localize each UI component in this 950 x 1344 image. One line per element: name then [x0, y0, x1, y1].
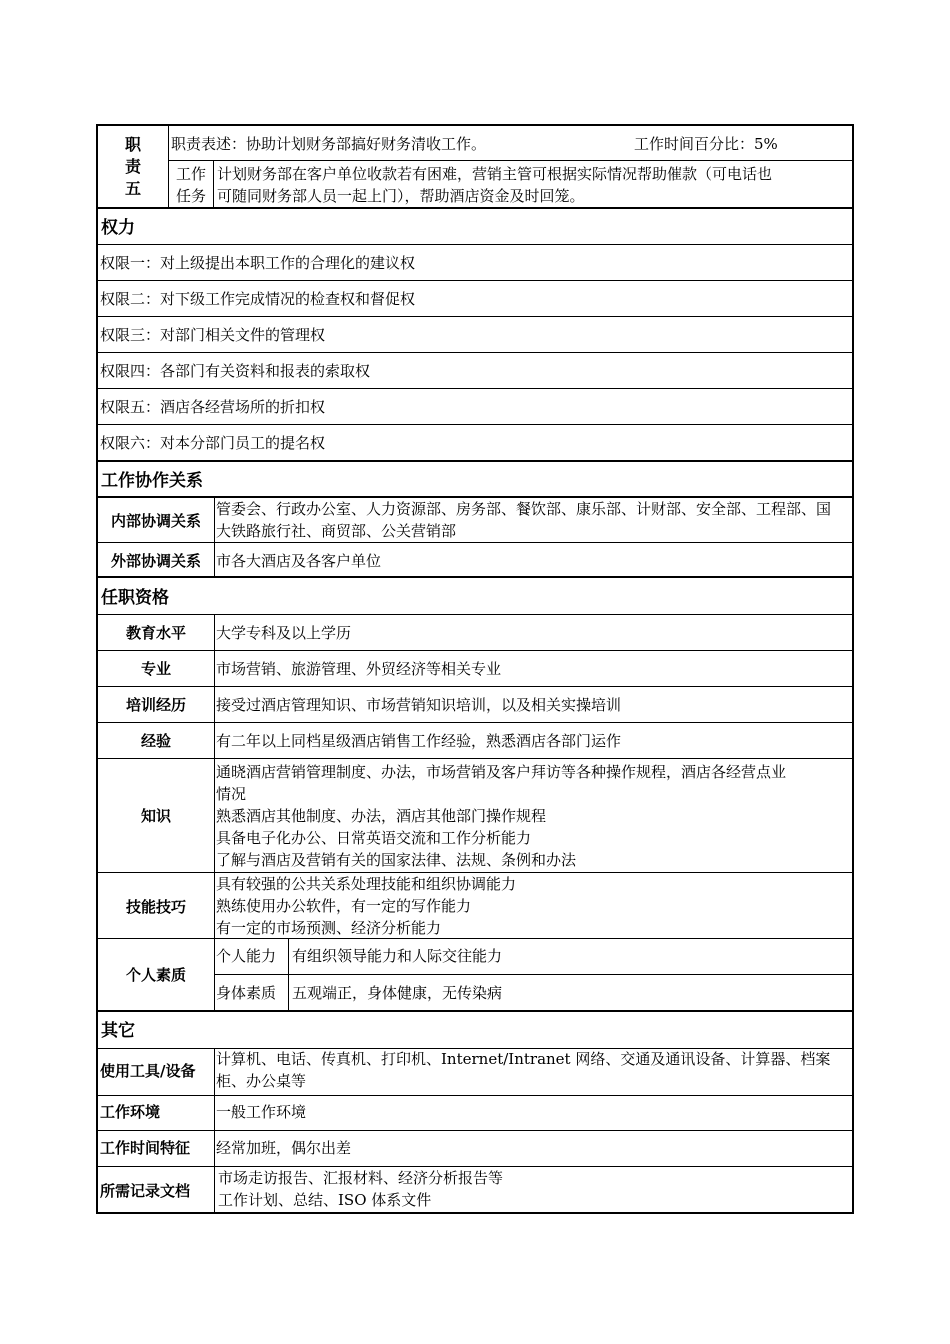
section-divider: [98, 460, 852, 462]
divider: [98, 244, 852, 245]
knowledge-label: 知识: [140, 807, 171, 825]
training-value: 接受过酒店管理知识、市场营销知识培训，以及相关实操培训: [216, 696, 622, 714]
skills-value: 具有较强的公共关系处理技能和组织协调能力 熟练使用办公软件，有一定的写作能力 有一定的市场预测、经济分析能力: [216, 875, 517, 937]
divider: [98, 1130, 852, 1131]
authority-item: 权限四：各部门有关资料和报表的索取权: [100, 362, 371, 380]
divider: [98, 280, 852, 281]
section-divider: [98, 207, 852, 209]
divider: [214, 974, 852, 975]
environment-value: 一般工作环境: [216, 1103, 307, 1121]
major-value: 市场营销、旅游管理、外贸经济等相关专业: [216, 660, 502, 678]
qualification-title: 任职资格: [101, 588, 169, 608]
section-divider: [98, 576, 852, 578]
divider: [98, 388, 852, 389]
duty5-time-percent: 工作时间百分比：5%: [634, 135, 778, 153]
authority-item: 权限二：对下级工作完成情况的检查权和督促权: [100, 290, 416, 308]
other-title: 其它: [101, 1021, 135, 1041]
work-time-label: 工作时间特征: [100, 1139, 191, 1157]
education-value: 大学专科及以上学历: [216, 624, 352, 642]
divider: [98, 424, 852, 425]
duty5-task-label: 工作 任务: [175, 165, 206, 205]
authority-item: 权限六：对本分部门员工的提名权: [100, 434, 326, 452]
section-divider: [98, 1010, 852, 1012]
divider: [213, 160, 214, 208]
tools-label: 使用工具/设备: [100, 1062, 196, 1080]
divider: [168, 126, 169, 208]
education-label: 教育水平: [125, 624, 186, 642]
divider: [214, 1048, 215, 1214]
divider: [98, 316, 852, 317]
authority-item: 权限一：对上级提出本职工作的合理化的建议权: [100, 254, 416, 272]
major-label: 专业: [140, 660, 171, 678]
divider: [98, 352, 852, 353]
external-coop-value: 市各大酒店及各客户单位: [216, 552, 382, 570]
cooperation-title: 工作协作关系: [101, 471, 203, 491]
personal-quality-label: 个人素质: [125, 966, 186, 984]
external-coop-label: 外部协调关系: [110, 552, 201, 570]
authority-item: 权限五：酒店各经营场所的折扣权: [100, 398, 326, 416]
divider: [214, 496, 215, 576]
records-value: 市场走访报告、汇报材料、经济分析报告等 工作计划、总结、ISO 体系文件: [218, 1169, 504, 1209]
divider: [214, 614, 215, 1010]
divider: [98, 542, 852, 543]
duty5-task-text: 计划财务部在客户单位收款若有困难，营销主管可根据实际情况帮助催款（可电话也 可随同财务部人员一起上门），帮助酒店资金及时回笼。: [217, 165, 773, 205]
ability-label: 个人能力: [216, 947, 277, 965]
job-description-table: [96, 124, 854, 1214]
skills-label: 技能技巧: [125, 898, 186, 916]
training-label: 培训经历: [125, 696, 186, 714]
knowledge-value: 通晓酒店营销管理制度、办法，市场营销及客户拜访等各种操作规程，酒店各经营点业 情况 熟悉酒店其他制度、办法，酒店其他部门操作规程 具备电子化办公、日常英语交流和工作分析能力 了解与酒店及营销有关的国家法律、法规、条例和办法: [216, 763, 787, 869]
divider: [168, 160, 852, 161]
work-time-value: 经常加班，偶尔出差: [216, 1139, 352, 1157]
health-value: 五观端正，身体健康，无传染病: [292, 984, 503, 1002]
divider: [98, 722, 852, 723]
environment-label: 工作环境: [100, 1103, 161, 1121]
records-label: 所需记录文档: [100, 1182, 191, 1200]
duty5-label: 职 责 五: [124, 135, 141, 198]
divider: [98, 614, 852, 615]
ability-value: 有组织领导能力和人际交往能力: [292, 947, 503, 965]
authority-item: 权限三：对部门相关文件的管理权: [100, 326, 326, 344]
tools-value: 计算机、电话、传真机、打印机、Internet/Intranet 网络、交通及通讯设备、计算器、档案 柜、办公桌等: [216, 1050, 831, 1090]
duty5-desc: 职责表述：协助计划财务部搞好财务清收工作。: [171, 135, 487, 153]
authority-title: 权力: [101, 218, 135, 238]
experience-label: 经验: [140, 732, 171, 750]
experience-value: 有二年以上同档星级酒店销售工作经验，熟悉酒店各部门运作: [216, 732, 622, 750]
divider: [98, 1095, 852, 1096]
divider: [98, 650, 852, 651]
divider: [98, 758, 852, 759]
internal-coop-label: 内部协调关系: [110, 512, 201, 530]
internal-coop-value: 管委会、行政办公室、人力资源部、房务部、餐饮部、康乐部、计财部、安全部、工程部、国 大铁路旅行社、商贸部、公关营销部: [216, 500, 832, 540]
health-label: 身体素质: [216, 984, 277, 1002]
divider: [98, 938, 852, 939]
divider: [98, 686, 852, 687]
